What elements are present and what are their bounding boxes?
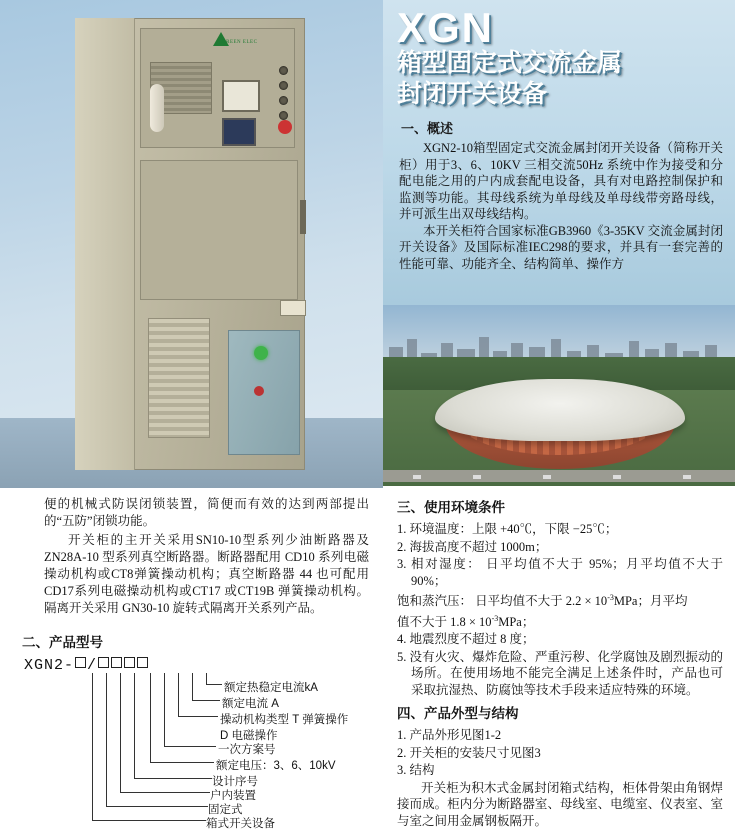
- manufacturer-logo-icon: [196, 26, 246, 52]
- model-label-2: 操动机构类型 T 弹簧操作: [220, 714, 349, 726]
- env-item-4: [397, 590, 723, 610]
- cabinet-insulator: [150, 84, 164, 132]
- env-item-5-exponent: -3: [491, 613, 499, 623]
- model-label-0: 额定热稳定电流kA: [224, 682, 318, 694]
- cabinet-door: [140, 160, 298, 300]
- model-label-8: 固定式: [208, 804, 243, 816]
- section-heading-environment: 三、使用环境条件: [397, 500, 505, 515]
- product-code-title: XGN: [397, 4, 495, 51]
- env-item-5-tail: MPa；: [498, 614, 535, 629]
- door-handle: [300, 200, 306, 234]
- env-item-1: 1. 环境温度：上限 +40℃，下限 −25℃；: [397, 522, 618, 536]
- right-header-panel: [383, 0, 735, 305]
- code-slot-5: [137, 657, 148, 668]
- cabinet-vent-louvers: [148, 318, 210, 438]
- env-item-6: 4. 地震烈度不超过 8 度；: [397, 632, 535, 647]
- env-item-7: 5. 没有火灾、爆炸危险、严重污秽、化学腐蚀及剧烈振动的场所。在使用场地不能完全满足上述条件时，产品也可采取抗湿热、防腐蚀等技术手段来适应特殊的环境。: [397, 649, 723, 697]
- structure-paragraph: 开关柜为积木式金属封闭箱式结构，柜体骨架由角钢焊接而成。柜内分为断路器室、母线室、电缆室、仪表室、室与室之间用金属钢板隔开。: [397, 780, 723, 828]
- model-label-6: 设计序号: [212, 776, 258, 788]
- leader-line-9: [92, 673, 206, 821]
- paragraph-switch-types: 开关柜的主开关采用SN10-10型系列少油断路器及ZN28A-10 型系列真空断路器。断路器配用 CD10 系列电磁操动机构或CT8弹簧操动机构；真空断路器 44 也可配用 CD17系列电磁操动机构或CT17 或CT19B 弹簧操动机构。隔离开关采用 GN30-10 旋转式隔离开关系列产品。: [44, 533, 369, 615]
- model-code-row: XGN2- /: [24, 657, 369, 674]
- model-code-diagram: [22, 657, 369, 830]
- code-slot-4: [124, 657, 135, 668]
- overview-paragraph-2: 本开关柜符合国家标准GB3960《3-35KV 交流金属封闭开关设备》及国际标准IEC298的要求，并具有一套完善的性能可靠、功能齐全、结构简单、操作方: [399, 223, 723, 271]
- model-label-9: 箱式开关设备: [206, 818, 275, 830]
- green-indicator-icon: [254, 346, 268, 360]
- env-item-3: 3. 相对湿度： 日平均值不大于 95%；月平均值不大于 90%；: [397, 557, 723, 588]
- env-item-5-text: 值不大于 1.8 × 10: [397, 614, 492, 629]
- code-slot-3: [111, 657, 122, 668]
- stadium-roof: [435, 379, 685, 441]
- section-heading-overview: 一、概述: [401, 121, 454, 136]
- stadium-photo: [383, 305, 735, 486]
- model-label-3: D 电磁操作: [220, 730, 278, 742]
- structure-item-1: 1. 产品外形见图1-2: [397, 728, 502, 743]
- indicator-lamp-group: [270, 60, 296, 150]
- code-slot-2: [98, 657, 109, 668]
- digital-display: [222, 118, 256, 146]
- manufacturer-brand-text: GREEN ELEC: [222, 40, 258, 45]
- overview-paragraph-1: XGN2-10箱型固定式交流金属封闭开关设备（简称开关柜）用于3、6、10KV 三相交流50Hz 系统中作为接受和分配电能之用的户内成套配电设备，具有对电路控制保护和监测等功能。其母线系统为单母线及单母线带旁路母线，并可派生出双母线结构。: [399, 141, 723, 221]
- right-body-text: [383, 486, 735, 829]
- paragraph-continuation: 便的机械式防误闭锁装置，简便而有效的达到两部提出的“五防”闭锁功能。: [44, 497, 369, 528]
- env-item-4-exponent: -3: [607, 593, 614, 602]
- structure-item-2: 2. 开关柜的安装尺寸见图3: [397, 745, 541, 760]
- env-item-4-tail: MPa；月平均: [613, 594, 688, 609]
- cabinet-photo: [0, 0, 383, 488]
- nameplate-tag: [280, 300, 306, 316]
- product-title-line1: 箱型固定式交流金属: [397, 49, 623, 77]
- trip-button: [278, 120, 292, 134]
- model-label-5: 额定电压：3、6、10kV: [216, 760, 336, 772]
- model-code-prefix: XGN2-: [24, 657, 75, 674]
- cabinet-side-panel: [75, 18, 135, 470]
- model-label-4: 一次方案号: [218, 744, 276, 756]
- red-indicator-icon: [254, 386, 264, 396]
- section-heading-model: 二、产品型号: [22, 635, 103, 650]
- env-item-5: [397, 611, 723, 631]
- left-body-text: [0, 488, 383, 829]
- model-label-7: 户内装置: [210, 790, 256, 802]
- structure-item-3: 3. 结构: [397, 763, 435, 778]
- section-heading-structure: 四、产品外型与结构: [397, 706, 519, 722]
- product-title-line2: 封闭开关设备: [397, 80, 548, 108]
- env-item-2: 2. 海拔高度不超过 1000m；: [397, 539, 548, 554]
- code-slot-1: [75, 657, 86, 668]
- model-label-1: 额定电流 A: [222, 698, 279, 710]
- env-item-4-text: 饱和蒸汽压： 日平均值不大于 2.2 × 10: [397, 594, 608, 609]
- analog-meter: [222, 80, 260, 112]
